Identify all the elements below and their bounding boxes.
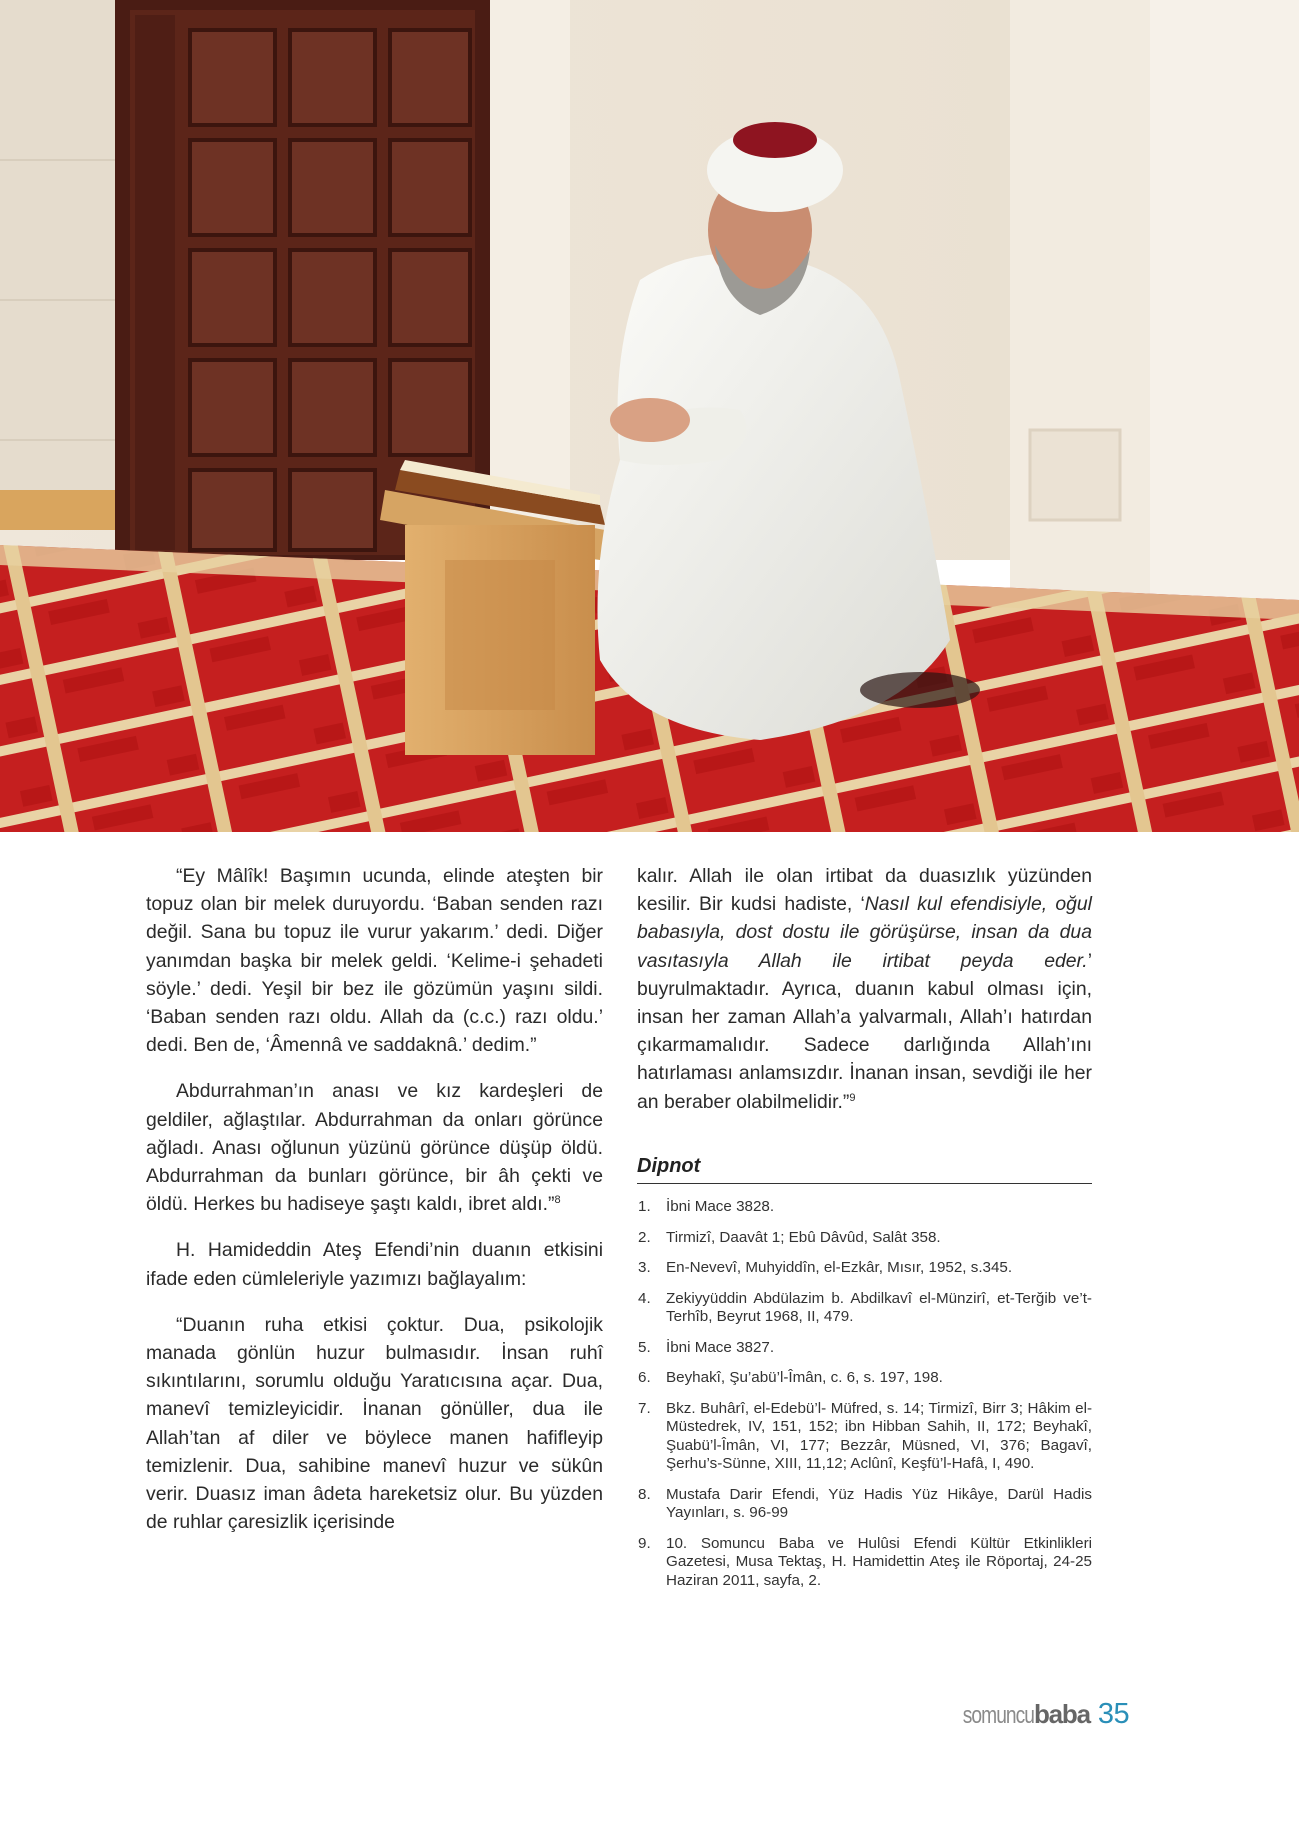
left-column (146, 862, 603, 1536)
paragraph-quote-malik: “Ey Mâlîk! Başımın ucunda, elinde ateşten bir topuz olan bir melek duruyordu. ‘Baban senden razı değil. Sana bu topuz ile vurur yakarım.’ dedi. Diğer yanımdan başka bir melek geldi. ‘Kelime-i şehadeti söyle.’ dedi. Yeşil bir bez ile gözümün yaşını sildi. ‘Baban senden razı oldu. Allah da (c.c.) razı oldu.’ dedi. Ben de, ‘Âmennâ ve saddaknâ.’ dedim.” (146, 865, 603, 1057)
footnote-ref-8[interactable]: 8 (554, 1194, 561, 1207)
footnote-item: 8. Mustafa Darir Efendi, Yüz Hadis Yüz Hikâye, Darül Hadis Yayınları, s. 96-99 (638, 1485, 1092, 1522)
footnote-item: 2. Tirmizî, Daavât 1; Ebû Dâvûd, Salât 358. (638, 1228, 941, 1246)
footer-brand (945, 1698, 1129, 1731)
paragraph-abdurrahman: Abdurrahman’ın anası ve kız kardeşleri de geldiler, ağlaştılar. Abdurrahman da onları görünce ağladı. Anası oğlunun yüzünü görünce düşüp öldü. Abdurrahman da bunları görünce, bir âh çekti ve öldü. Herkes bu hadiseye şaştı kaldı, ibret aldı.”$^8$ (146, 1080, 603, 1216)
paragraph-hamideddin-intro: H. Hamideddin Ateş Efendi’nin duanın etkisini ifade eden cümleleriyle yazımızı bağlayalım: (146, 1239, 603, 1290)
footnote-item: 3. En-Nevevî, Muhyiddîn, el-Ezkâr, Mısır, 1952, s.345. (638, 1259, 1013, 1277)
footnotes-list (637, 1198, 1092, 1590)
footnotes-heading: Dipnot (637, 1152, 1092, 1184)
brand-logo-part1: somuncu (962, 1702, 1034, 1729)
hadith-quote: Nasıl kul efendisiyle, oğul babasıyla, dost dostu ile görüşürse, insan da dua vasıtasıyla Allah ile irtibat peyda eder. (637, 893, 1092, 972)
footnote-item: 6. Beyhakî, Şu’abü’l-Îmân, c. 6, s. 197, 198. (638, 1369, 943, 1387)
footnote-item: 5. İbni Mace 3827. (638, 1338, 775, 1356)
right-column (637, 862, 1092, 1602)
page-number: 35 (1097, 1698, 1130, 1730)
paragraph-continued: kalır. Allah ile olan irtibat da duasızlık yüzünden kesilir. Bir kudsi hadiste, ‘Nasıl kul efendisiyle, oğul babasıyla, dost dostu ile görüşürse, insan da dua vasıtasıyla Allah ile irtibat peyda eder.’ buyrulmaktadır. Ayrıca, duanın kabul olması için, insan her zaman Allah’a yalvarmalı, Allah’ı hatırdan çıkarmamalıdır. Sadece darlığında Allah’ını hatırlaması anlamsızdır. İnanan insan, sevdiği ile her an beraber olabilmelidir.”$^9$ (637, 865, 1092, 1113)
footnote-item: 7. Bkz. Buhârî, el-Edebü’l- Müfred, s. 14; Tirmizî, Birr 3; Hâkim el-Müstedrek, IV, 151, 152; ibn Hibban Sahih, II, 172; Beyhakî, Şuabü’l-Îmân, VI, 177; Bezzâr, Müsned, VI, 376; Bagavî, Şerhu’s-Sünne, XIII, 11,12; Aclûnî, Keşfü’l-Hafâ, I, 490. (638, 1399, 1092, 1473)
header-photo (0, 0, 1299, 832)
imam-praying-photo (0, 0, 1299, 832)
paragraph-dua-quote: “Duanın ruha etkisi çoktur. Dua, psikolojik manada gönlün huzur bulmasıdır. İnsan ruhî sıkıntılarını, sorumlu olduğu Yaratıcısına açar. Dua, manevî temizleyicidir. İnanan gönüller, dua ile Allah’tan af diler ve böylece manen hafifleyip temizlenir. Dua, sahibine manevî huzur ve sükûn verir. Duasız iman âdeta hareketsiz olur. Bu yüzden de ruhlar çaresizlik içerisinde (146, 1313, 603, 1534)
footnote-ref-9[interactable]: 9 (849, 1091, 856, 1104)
footnote-item: 4. Zekiyyüddin Abdülazim b. Abdilkavî el-Münzirî, et-Terğib ve’t-Terhîb, Beyrut 1968, II, 479. (638, 1289, 1092, 1326)
footnote-item: 1. İbni Mace 3828. (638, 1198, 775, 1216)
brand-logo-part2: baba (1033, 1699, 1090, 1729)
footnote-item: 9. 10. Somuncu Baba ve Hulûsi Efendi Kültür Etkinlikleri Gazetesi, Musa Tektaş, H. Hamidettin Ateş ile Röportaj, 24-25 Haziran 2011, sayfa, 2. (638, 1534, 1092, 1589)
